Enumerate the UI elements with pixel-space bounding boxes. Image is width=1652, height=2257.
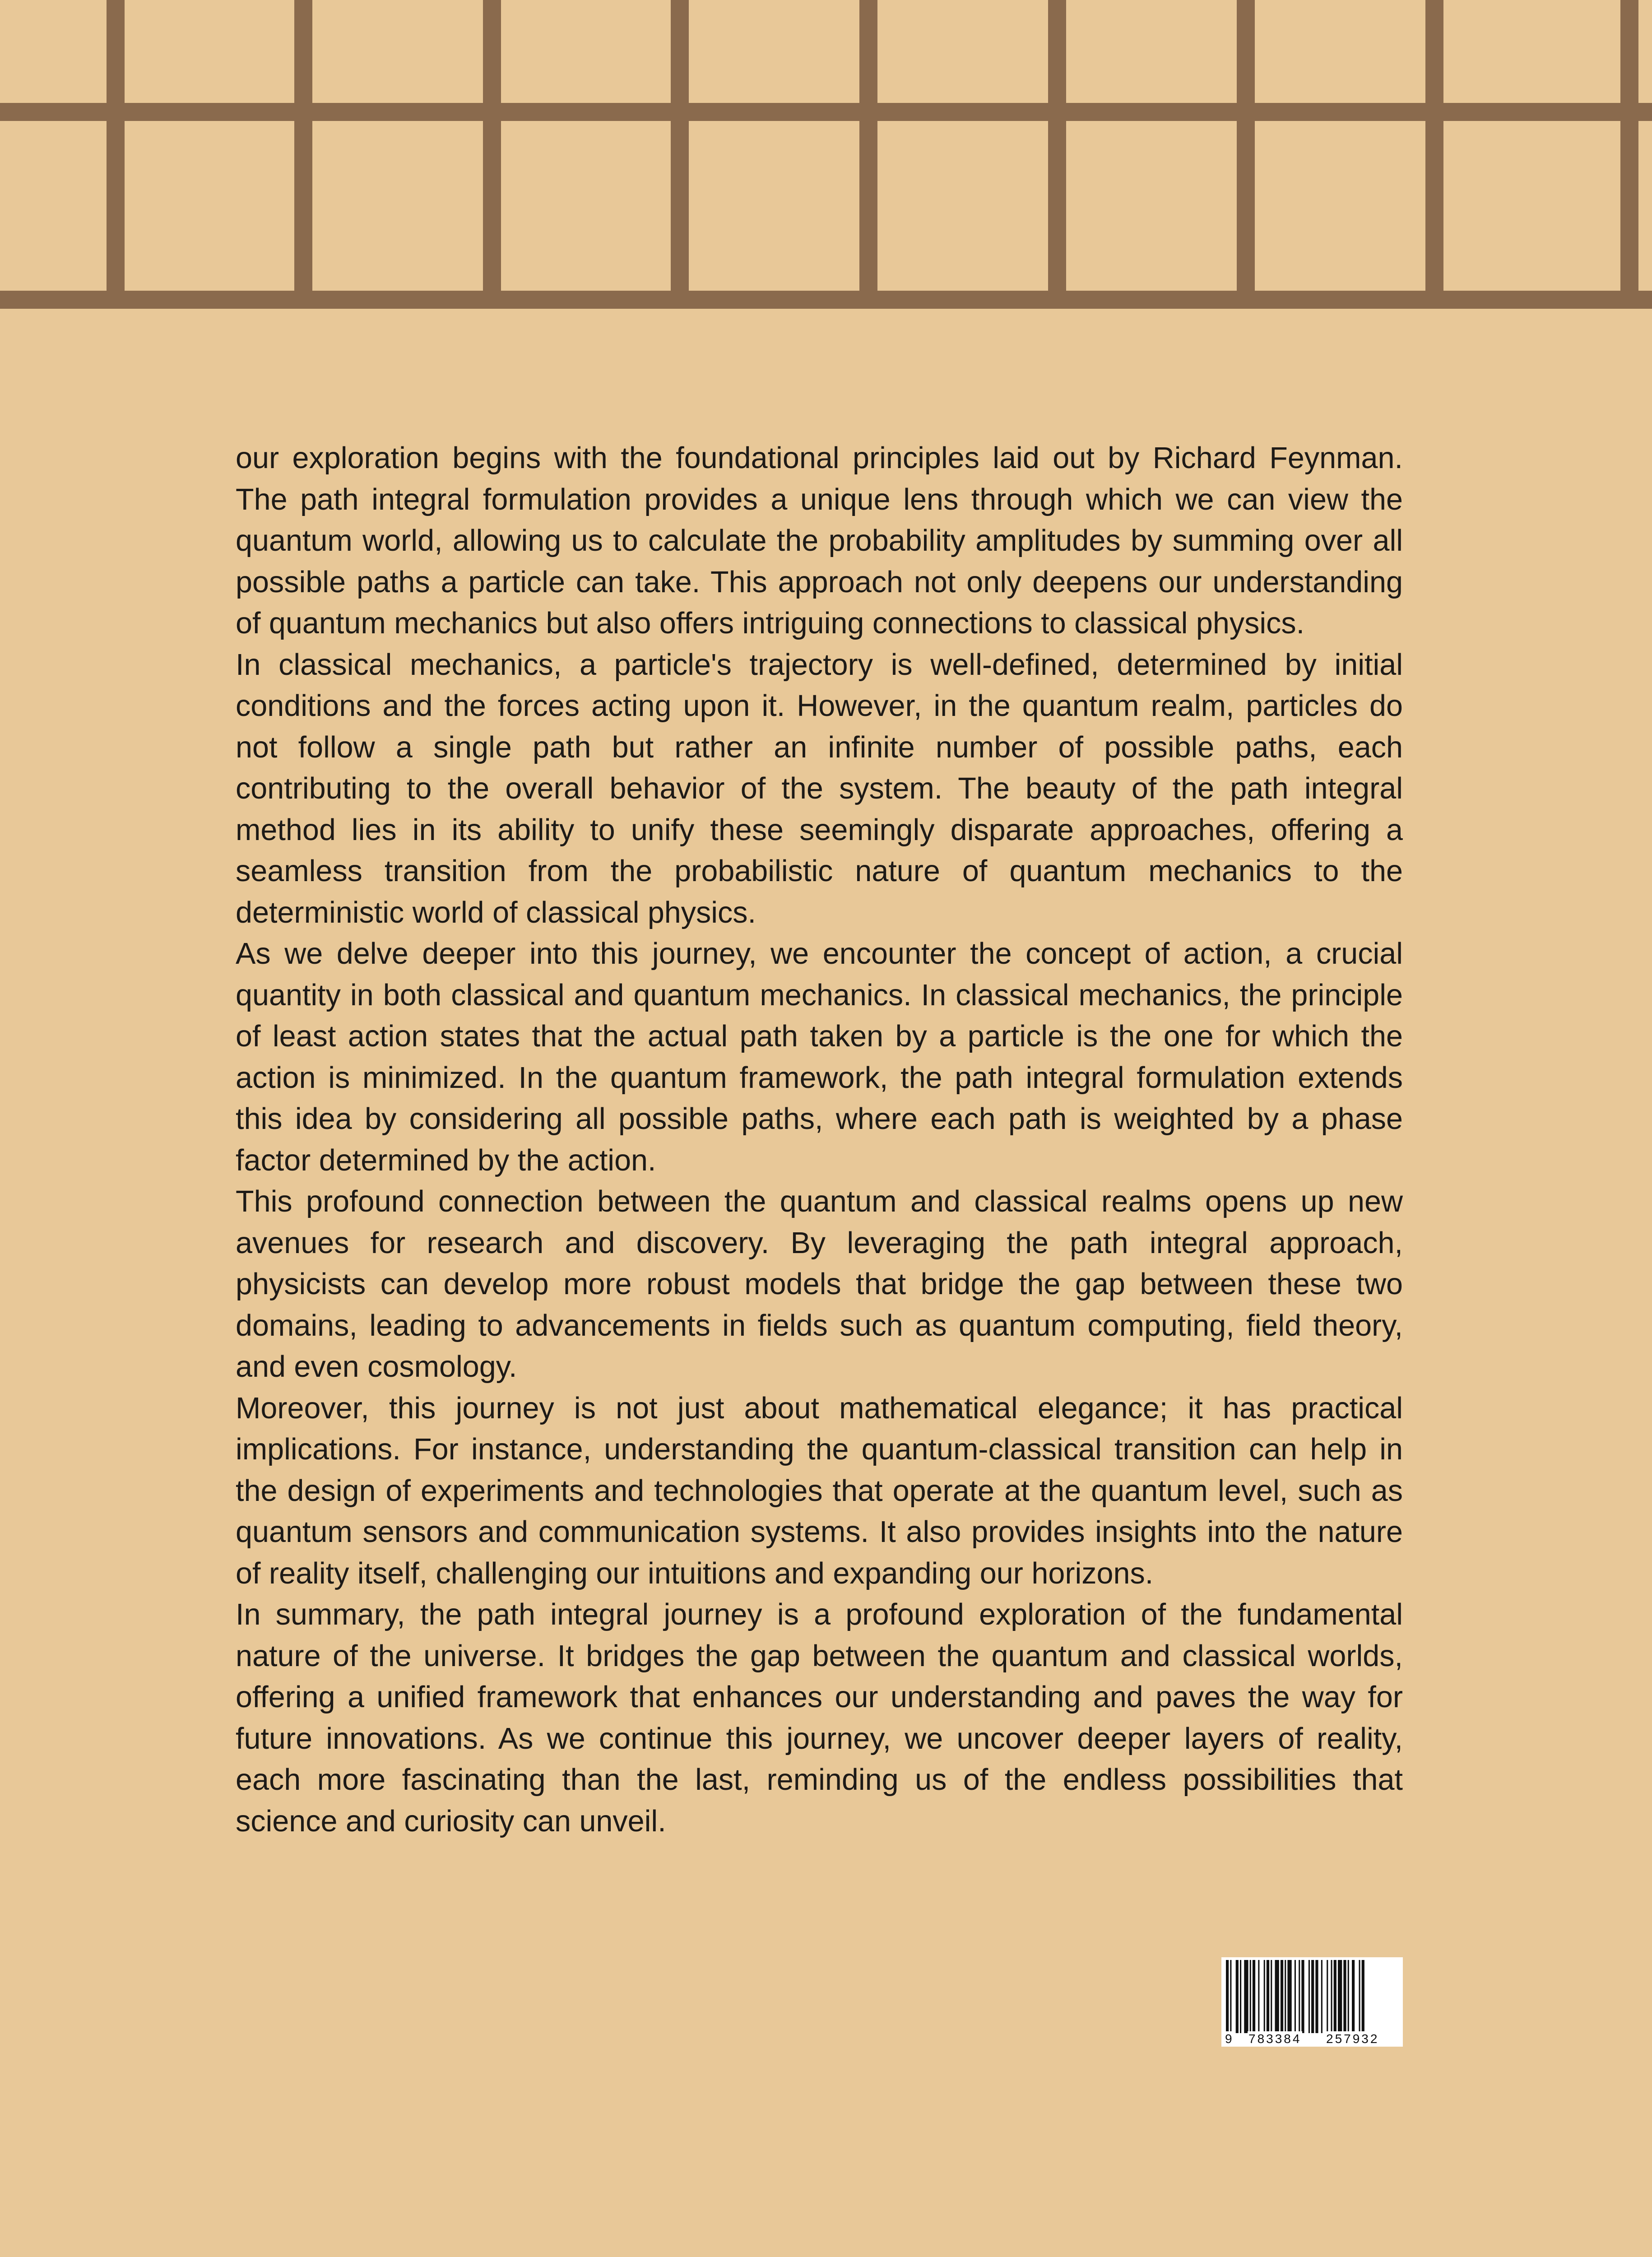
- paragraph-1: our exploration begins with the foundational principles laid out by Richard Feynman. The path integral formulation provides a unique lens through which we can view the quantum world, allowing us to calculate the probability amplitudes by summing over all possible paths a particle can take. This approach not only deepens our understanding of quantum mechanics but also offers intriguing connections to classical physics.: [236, 441, 1403, 640]
- paragraph-6: In summary, the path integral journey is a profound exploration of the fundamental nature of the universe. It bridges the gap between the quantum and classical worlds, offering a unified framework that enhances our understanding and paves the way for future innovations. As we continue this journey, we uncover deeper layers of reality, each more fascinating than the last, reminding us of the endless possibilities that science and curiosity can unveil.: [236, 1598, 1403, 1838]
- barcode-bar: [1315, 1960, 1318, 2033]
- grid-vertical-bar-7: [1237, 0, 1255, 309]
- barcode-bar: [1236, 1960, 1239, 2033]
- grid-vertical-bar-9: [1620, 0, 1638, 309]
- back-cover-text: [236, 438, 1403, 1842]
- barcode-bar: [1240, 1960, 1241, 2033]
- paragraph-5: Moreover, this journey is not just about mathematical elegance; it has practical implications. For instance, understanding the quantum-classical transition can help in the design of experiments and technologies that operate at the quantum level, such as quantum sensors and communication systems. It also provides insights into the nature of reality itself, challenging our intuitions and expanding our horizons.: [236, 1391, 1403, 1590]
- barcode-first-digit: 9: [1225, 2032, 1234, 2046]
- paragraph-4: This profound connection between the quantum and classical realms opens up new avenues for research and discovery. By leveraging the path integral approach, physicists can develop more robust models that bridge the gap between these two domains, leading to advancements in fields such as quantum computing, field theory, and even cosmology.: [236, 1185, 1403, 1384]
- barcode-bar: [1264, 1960, 1265, 2033]
- barcode-bar: [1285, 1960, 1286, 2033]
- barcode-bar: [1309, 1960, 1310, 2033]
- barcode-bar: [1311, 1960, 1314, 2033]
- barcode-bar: [1250, 1960, 1251, 2033]
- barcode-bar: [1301, 1960, 1304, 2033]
- barcode-bar: [1352, 1960, 1355, 2033]
- barcode-bar: [1331, 1960, 1332, 2033]
- barcode-bar: [1327, 1960, 1328, 2033]
- grid-vertical-bar-6: [1048, 0, 1066, 309]
- paragraph-2: In classical mechanics, a particle's trajectory is well-defined, determined by initial conditions and the forces acting upon it. However, in the quantum realm, particles do not follow a single path but rather an infinite number of possible paths, each contributing to the overall behavior of the system. The beauty of the path integral method lies in its ability to unify these seemingly disparate approaches, offering a seamless transition from the probabilistic nature of quantum mechanics to the deterministic world of classical physics.: [236, 648, 1403, 929]
- grid-vertical-bar-3: [483, 0, 501, 309]
- grid-lines: [0, 0, 1652, 311]
- decorative-grid-header: [0, 0, 1652, 311]
- grid-vertical-bar-4: [671, 0, 689, 309]
- paragraph-3: As we delve deeper into this journey, we encounter the concept of action, a crucial quantity in both classical and quantum mechanics. In classical mechanics, the principle of least action states that the actual path taken by a particle is the one for which the action is minimized. In the quantum framework, the path integral formulation extends this idea by considering all possible paths, where each path is weighted by a phase factor determined by the action.: [236, 937, 1403, 1177]
- barcode-bar: [1348, 1960, 1349, 2033]
- barcode-right-group: 257932: [1326, 2032, 1379, 2046]
- barcode-bar: [1359, 1960, 1360, 2033]
- barcode-bar: [1275, 1960, 1279, 2033]
- barcode-left-group: 783384: [1248, 2032, 1302, 2046]
- barcode-bar: [1244, 1960, 1248, 2033]
- barcode-bar: [1271, 1960, 1272, 2033]
- barcode-bar: [1338, 1960, 1342, 2033]
- barcode-bar: [1334, 1960, 1336, 2033]
- barcode-bar: [1343, 1960, 1346, 2033]
- grid-vertical-bar-1: [107, 0, 125, 309]
- grid-horizontal-bar-2: [0, 291, 1652, 309]
- grid-vertical-bar-5: [859, 0, 877, 309]
- barcode-digits: [1221, 2031, 1403, 2047]
- barcode-bar: [1267, 1960, 1269, 2033]
- grid-horizontal-bar-1: [0, 103, 1652, 121]
- barcode-bar: [1287, 1960, 1291, 2033]
- grid-vertical-bar-2: [294, 0, 312, 309]
- isbn-barcode: [1221, 1957, 1403, 2047]
- barcode-bar: [1321, 1960, 1323, 2033]
- barcode-bar: [1253, 1960, 1255, 2033]
- grid-vertical-bar-8: [1425, 0, 1443, 309]
- barcode-bar: [1281, 1960, 1283, 2033]
- barcode-bar: [1258, 1960, 1259, 2033]
